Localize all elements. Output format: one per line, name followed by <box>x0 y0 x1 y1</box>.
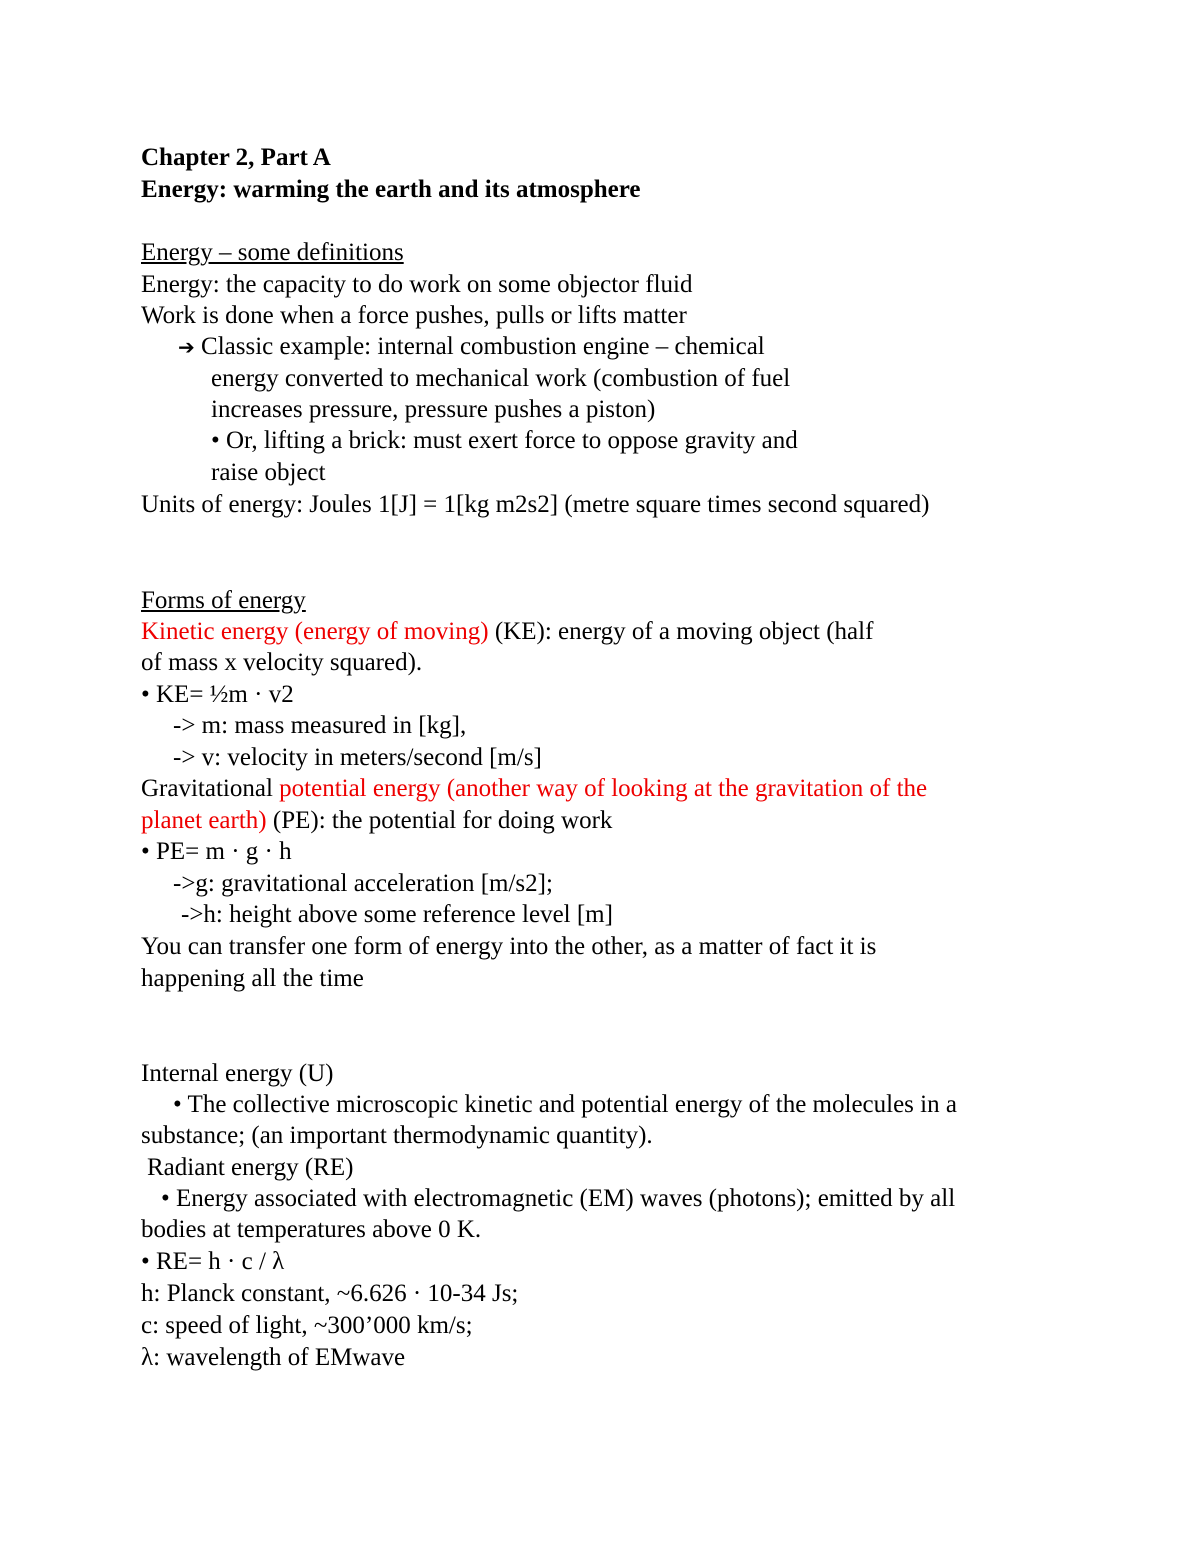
classic-example-text: Classic example: internal combustion engine – chemical <box>201 333 765 360</box>
brick-example-cont: raise object <box>211 459 326 486</box>
forms-heading: Forms of energy <box>141 587 306 614</box>
wavelength-def: λ: wavelength of EMwave <box>141 1344 406 1371</box>
ke-mass: -> m: mass measured in [kg], <box>173 712 467 739</box>
potential-energy-desc: (PE): the potential for doing work <box>266 807 613 834</box>
internal-energy-desc-cont: substance; (an important thermodynamic quantity). <box>141 1122 653 1149</box>
potential-energy-cont <box>141 806 612 836</box>
kinetic-energy-cont: of mass x velocity squared). <box>141 649 423 676</box>
ke-velocity: -> v: velocity in meters/second [m/s] <box>173 744 542 771</box>
transfer-note: You can transfer one form of energy into the other, as a matter of fact it is <box>141 933 877 960</box>
kinetic-energy-desc: (KE): energy of a moving object (half <box>488 618 874 645</box>
internal-energy-heading: Internal energy (U) <box>141 1060 334 1087</box>
units-of-energy: Units of energy: Joules 1[J] = 1[kg m2s2] (metre square times second squared) <box>141 491 930 518</box>
pe-formula: • PE= m · g · h <box>141 838 292 865</box>
radiant-energy-desc: • Energy associated with electromagnetic (EM) waves (photons); emitted by all <box>161 1185 956 1212</box>
chapter-subtitle: Energy: warming the earth and its atmosphere <box>141 176 641 203</box>
pe-gravity: ->g: gravitational acceleration [m/s2]; <box>173 870 553 897</box>
potential-energy-line <box>141 774 927 804</box>
potential-energy-highlight: potential energy (another way of looking at the gravitation of the <box>279 775 928 802</box>
work-definition: Work is done when a force pushes, pulls or lifts matter <box>141 302 687 329</box>
radiant-energy-heading: Radiant energy (RE) <box>147 1154 354 1181</box>
classic-example-cont-2: increases pressure, pressure pushes a piston) <box>211 396 656 423</box>
transfer-note-cont: happening all the time <box>141 965 364 992</box>
classic-example-line <box>178 332 765 362</box>
gravitational-prefix: Gravitational <box>141 775 280 802</box>
radiant-energy-desc-cont: bodies at temperatures above 0 K. <box>141 1216 482 1243</box>
speed-of-light: c: speed of light, ~300’000 km/s; <box>141 1312 473 1339</box>
right-arrow-icon: ➔ <box>178 335 195 359</box>
kinetic-energy-line <box>141 617 873 647</box>
re-formula: • RE= h · c / λ <box>141 1248 285 1275</box>
planck-constant: h: Planck constant, ~6.626 · 10-34 Js; <box>141 1280 519 1307</box>
ke-formula: • KE= ½m · v2 <box>141 681 294 708</box>
potential-energy-highlight-cont: planet earth) <box>141 807 267 834</box>
energy-definition: Energy: the capacity to do work on some objector fluid <box>141 271 693 298</box>
kinetic-energy-highlight: Kinetic energy (energy of moving) <box>141 618 489 645</box>
brick-example: • Or, lifting a brick: must exert force to oppose gravity and <box>211 427 798 454</box>
classic-example-cont-1: energy converted to mechanical work (combustion of fuel <box>211 365 791 392</box>
chapter-title: Chapter 2, Part A <box>141 144 331 171</box>
definitions-heading: Energy – some definitions <box>141 239 404 266</box>
pe-height: ->h: height above some reference level [m] <box>181 901 613 928</box>
internal-energy-desc: • The collective microscopic kinetic and potential energy of the molecules in a <box>173 1091 957 1118</box>
